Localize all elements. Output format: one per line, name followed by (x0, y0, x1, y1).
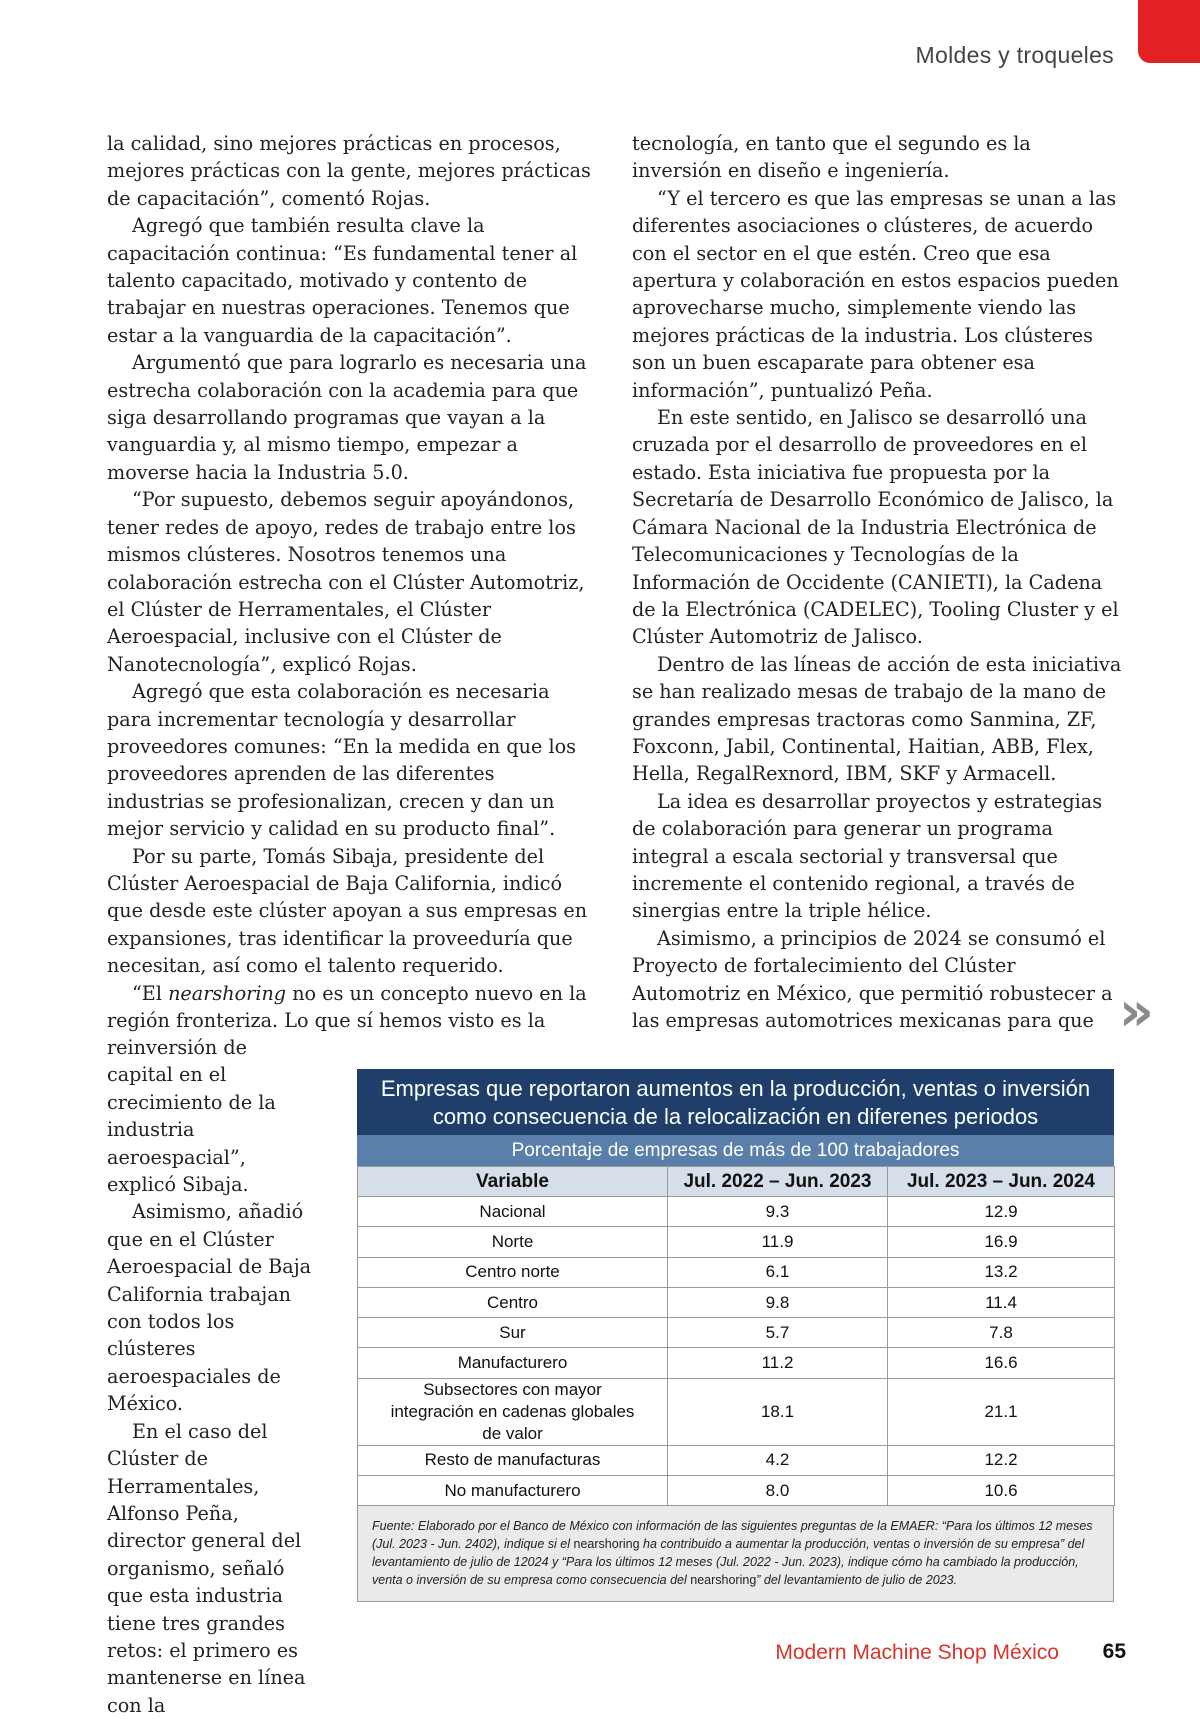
paragraph: Agregó que también resulta clave la capacitación continua: “Es fundamental tener al talento capacitado, motivado y contento de trabajar en nuestras operaciones. Tenemos que estar a la vanguardia de la capacitación”. (107, 214, 578, 347)
paragraph: En el caso del Clúster de Herramentales, Alfonso Peña, director general del organismo, señaló que esta industria tiene tres grandes retos: el primero es mantenerse en línea con la (107, 1419, 306, 1717)
table-cell: Centro (358, 1287, 668, 1317)
paragraph: Argumentó que para lograrlo es necesaria una estrecha colaboración con la academia para que siga desarrollando programas que vayan a la vanguardia y, al mismo tiempo, empezar a moverse hacia la Industria 5.0. (107, 351, 587, 484)
column-header: Variable (358, 1167, 668, 1197)
table-row (358, 1197, 1115, 1227)
column-header: Jul. 2022 – Jun. 2023 (668, 1167, 888, 1197)
table-row (358, 1476, 1115, 1506)
table-cell: 16.9 (888, 1227, 1115, 1257)
table-cell: Centro norte (358, 1257, 668, 1287)
quote-rest: no es un concepto nuevo en la región fronteriza. Lo que sí hemos visto es la (107, 981, 587, 1032)
table-cell: 11.4 (888, 1287, 1115, 1317)
table-title-line: Empresas que reportaron aumentos en la producción, ventas o inversión (380, 1076, 1091, 1101)
table-source-note (357, 1506, 1114, 1602)
table-cell: 13.2 (888, 1257, 1115, 1287)
source-text: ha contribuido a aumentar la producción, ventas o inversión de su empresa” del levantamiento de julio de 12024 y “Para los últimos 12 meses (Jul. 2022 - Jun. 2023), indique cómo ha cambiado la producción, venta o inversión de su empresa como consecuencia del (372, 1537, 1085, 1588)
table-cell: Resto de manufacturas (358, 1445, 668, 1475)
table-row (358, 1348, 1115, 1378)
data-table (357, 1166, 1115, 1506)
table-cell: 12.9 (888, 1197, 1115, 1227)
table-row (358, 1378, 1115, 1445)
table-cell: 11.2 (668, 1348, 888, 1378)
paragraph (107, 980, 597, 1035)
article-column-right (632, 130, 1122, 1034)
paragraph: Por su parte, Tomás Sibaja, presidente del Clúster Aeroespacial de Baja California, indicó que desde este clúster apoyan a sus empresas en expansiones, tras identificar la proveeduría que necesitan, así como el talento requerido. (107, 844, 588, 978)
table-cell: 4.2 (668, 1445, 888, 1475)
paragraph: “Y el tercero es que las empresas se unan a las diferentes asociaciones o clústeres, de acuerdo con el sector en el que estén. Creo que esa apertura y colaboración en estos espacios pueden aprovecharse mucho, simplemente viendo las mejores prácticas de la industria. Los clústeres son un buen escaparate para obtener esa información”, puntualizó Peña. (632, 186, 1119, 402)
table-row (358, 1318, 1115, 1348)
table-header-row (358, 1167, 1115, 1197)
paragraph: reinversión de capital en el crecimiento de la industria aeroespacial”, explicó Sibaja. (107, 1036, 276, 1197)
article-column-left (107, 130, 597, 1034)
table-row (358, 1445, 1115, 1475)
table-cell: 9.8 (668, 1287, 888, 1317)
paragraph: Agregó que esta colaboración es necesaria para incrementar tecnología y desarrollar proveedores comunes: “En la medida en que los proveedores aprenden de las diferentes industrias se profesionalizan, crecen y dan un mejor servicio y calidad en su producto final”. (107, 680, 577, 841)
column-header: Jul. 2023 – Jun. 2024 (888, 1167, 1115, 1197)
source-text: ” del levantamiento de julio de 2023. (756, 1573, 958, 1588)
page-number: 65 (1102, 1640, 1126, 1663)
table-title-line: como consecuencia de la relocalización en diferenes periodos (432, 1104, 1039, 1129)
source-term: nearshoring (690, 1573, 757, 1588)
table-cell: 10.6 (888, 1476, 1115, 1506)
paragraph: la calidad, sino mejores prácticas en procesos, mejores prácticas con la gente, mejores prácticas de capacitación”, comentó Rojas. (107, 132, 591, 210)
table-title (357, 1069, 1114, 1135)
table-subtitle: Porcentaje de empresas de más de 100 trabajadores (357, 1135, 1114, 1166)
table-row (358, 1227, 1115, 1257)
table-cell: 9.3 (668, 1197, 888, 1227)
source-term: nearshoring (573, 1537, 640, 1552)
paragraph: tecnología, en tanto que el segundo es la inversión en diseño e ingeniería. (632, 132, 1031, 183)
table-cell: 16.6 (888, 1348, 1115, 1378)
table-row (358, 1287, 1115, 1317)
quote-open: “El (132, 981, 162, 1005)
paragraph: Asimismo, a principios de 2024 se consumó el Proyecto de fortalecimiento del Clúster Automotriz en México, que permitió robustecer a las empresas automotrices mexicanas para que (632, 926, 1113, 1032)
data-table-box (357, 1069, 1114, 1602)
table-cell: 18.1 (668, 1378, 888, 1445)
table-cell: Manufacturero (358, 1348, 668, 1378)
table-cell: 8.0 (668, 1476, 888, 1506)
article-column-left-narrow (107, 1034, 312, 1719)
table-cell: Nacional (358, 1197, 668, 1227)
table-cell: 21.1 (888, 1378, 1115, 1445)
paragraph: La idea es desarrollar proyectos y estrategias de colaboración para generar un programa integral a escala sectorial y transversal que incremente el contenido regional, a través de sinergias entre la triple hélice. (632, 789, 1103, 923)
section-title: Moldes y troqueles (915, 42, 1114, 68)
italic-term: nearshoring (168, 981, 287, 1005)
table-cell: 12.2 (888, 1445, 1115, 1475)
paragraph: En este sentido, en Jalisco se desarrolló una cruzada por el desarrollo de proveedores en el estado. Esta iniciativa fue propuesta por la Secretaría de Desarrollo Económico de Jalisco, la Cámara Nacional de la Industria Electrónica de Telecomunicaciones y Tecnologías de la Información de Occidente (CANIETI), la Cadena de la Electrónica (CADELEC), Tooling Cluster y el Clúster Automotriz de Jalisco. (632, 406, 1119, 649)
continue-chevron-icon: » (1119, 980, 1154, 1043)
table-cell: Subsectores con mayor integración en cadenas globales de valor (358, 1378, 668, 1445)
table-cell: 6.1 (668, 1257, 888, 1287)
source-text: Fuente: Elaborado por el Banco de México con información de las siguientes preguntas de la EMAER: “Para los últimos 12 meses (Jul. 2023 - Jun. 2402), indique si el (372, 1519, 1093, 1552)
table-cell: 5.7 (668, 1318, 888, 1348)
table-cell: No manufacturero (358, 1476, 668, 1506)
table-cell: 11.9 (668, 1227, 888, 1257)
paragraph: Asimismo, añadió que en el Clúster Aeroespacial de Baja California trabajan con todos los clústeres aeroespaciales de México. (107, 1200, 312, 1416)
paragraph: “Por supuesto, debemos seguir apoyándonos, tener redes de apoyo, redes de trabajo entre los mismos clústeres. Nosotros tenemos una colaboración estrecha con el Clúster Automotriz, el Clúster de Herramentales, el Clúster Aeroespacial, inclusive con el Clúster de Nanotecnología”, explicó Rojas. (107, 488, 585, 676)
table-row (358, 1257, 1115, 1287)
paragraph: Dentro de las líneas de acción de esta iniciativa se han realizado mesas de trabajo de la mano de grandes empresas tractoras como Sanmina, ZF, Foxconn, Jabil, Continental, Haitian, ABB, Flex, Hella, RegalRexnord, IBM, SKF y Armacell. (632, 652, 1122, 786)
table-cell: Norte (358, 1227, 668, 1257)
section-color-tab (1138, 0, 1200, 63)
table-cell: Sur (358, 1318, 668, 1348)
table-cell: 7.8 (888, 1318, 1115, 1348)
magazine-name: Modern Machine Shop México (775, 1641, 1059, 1664)
